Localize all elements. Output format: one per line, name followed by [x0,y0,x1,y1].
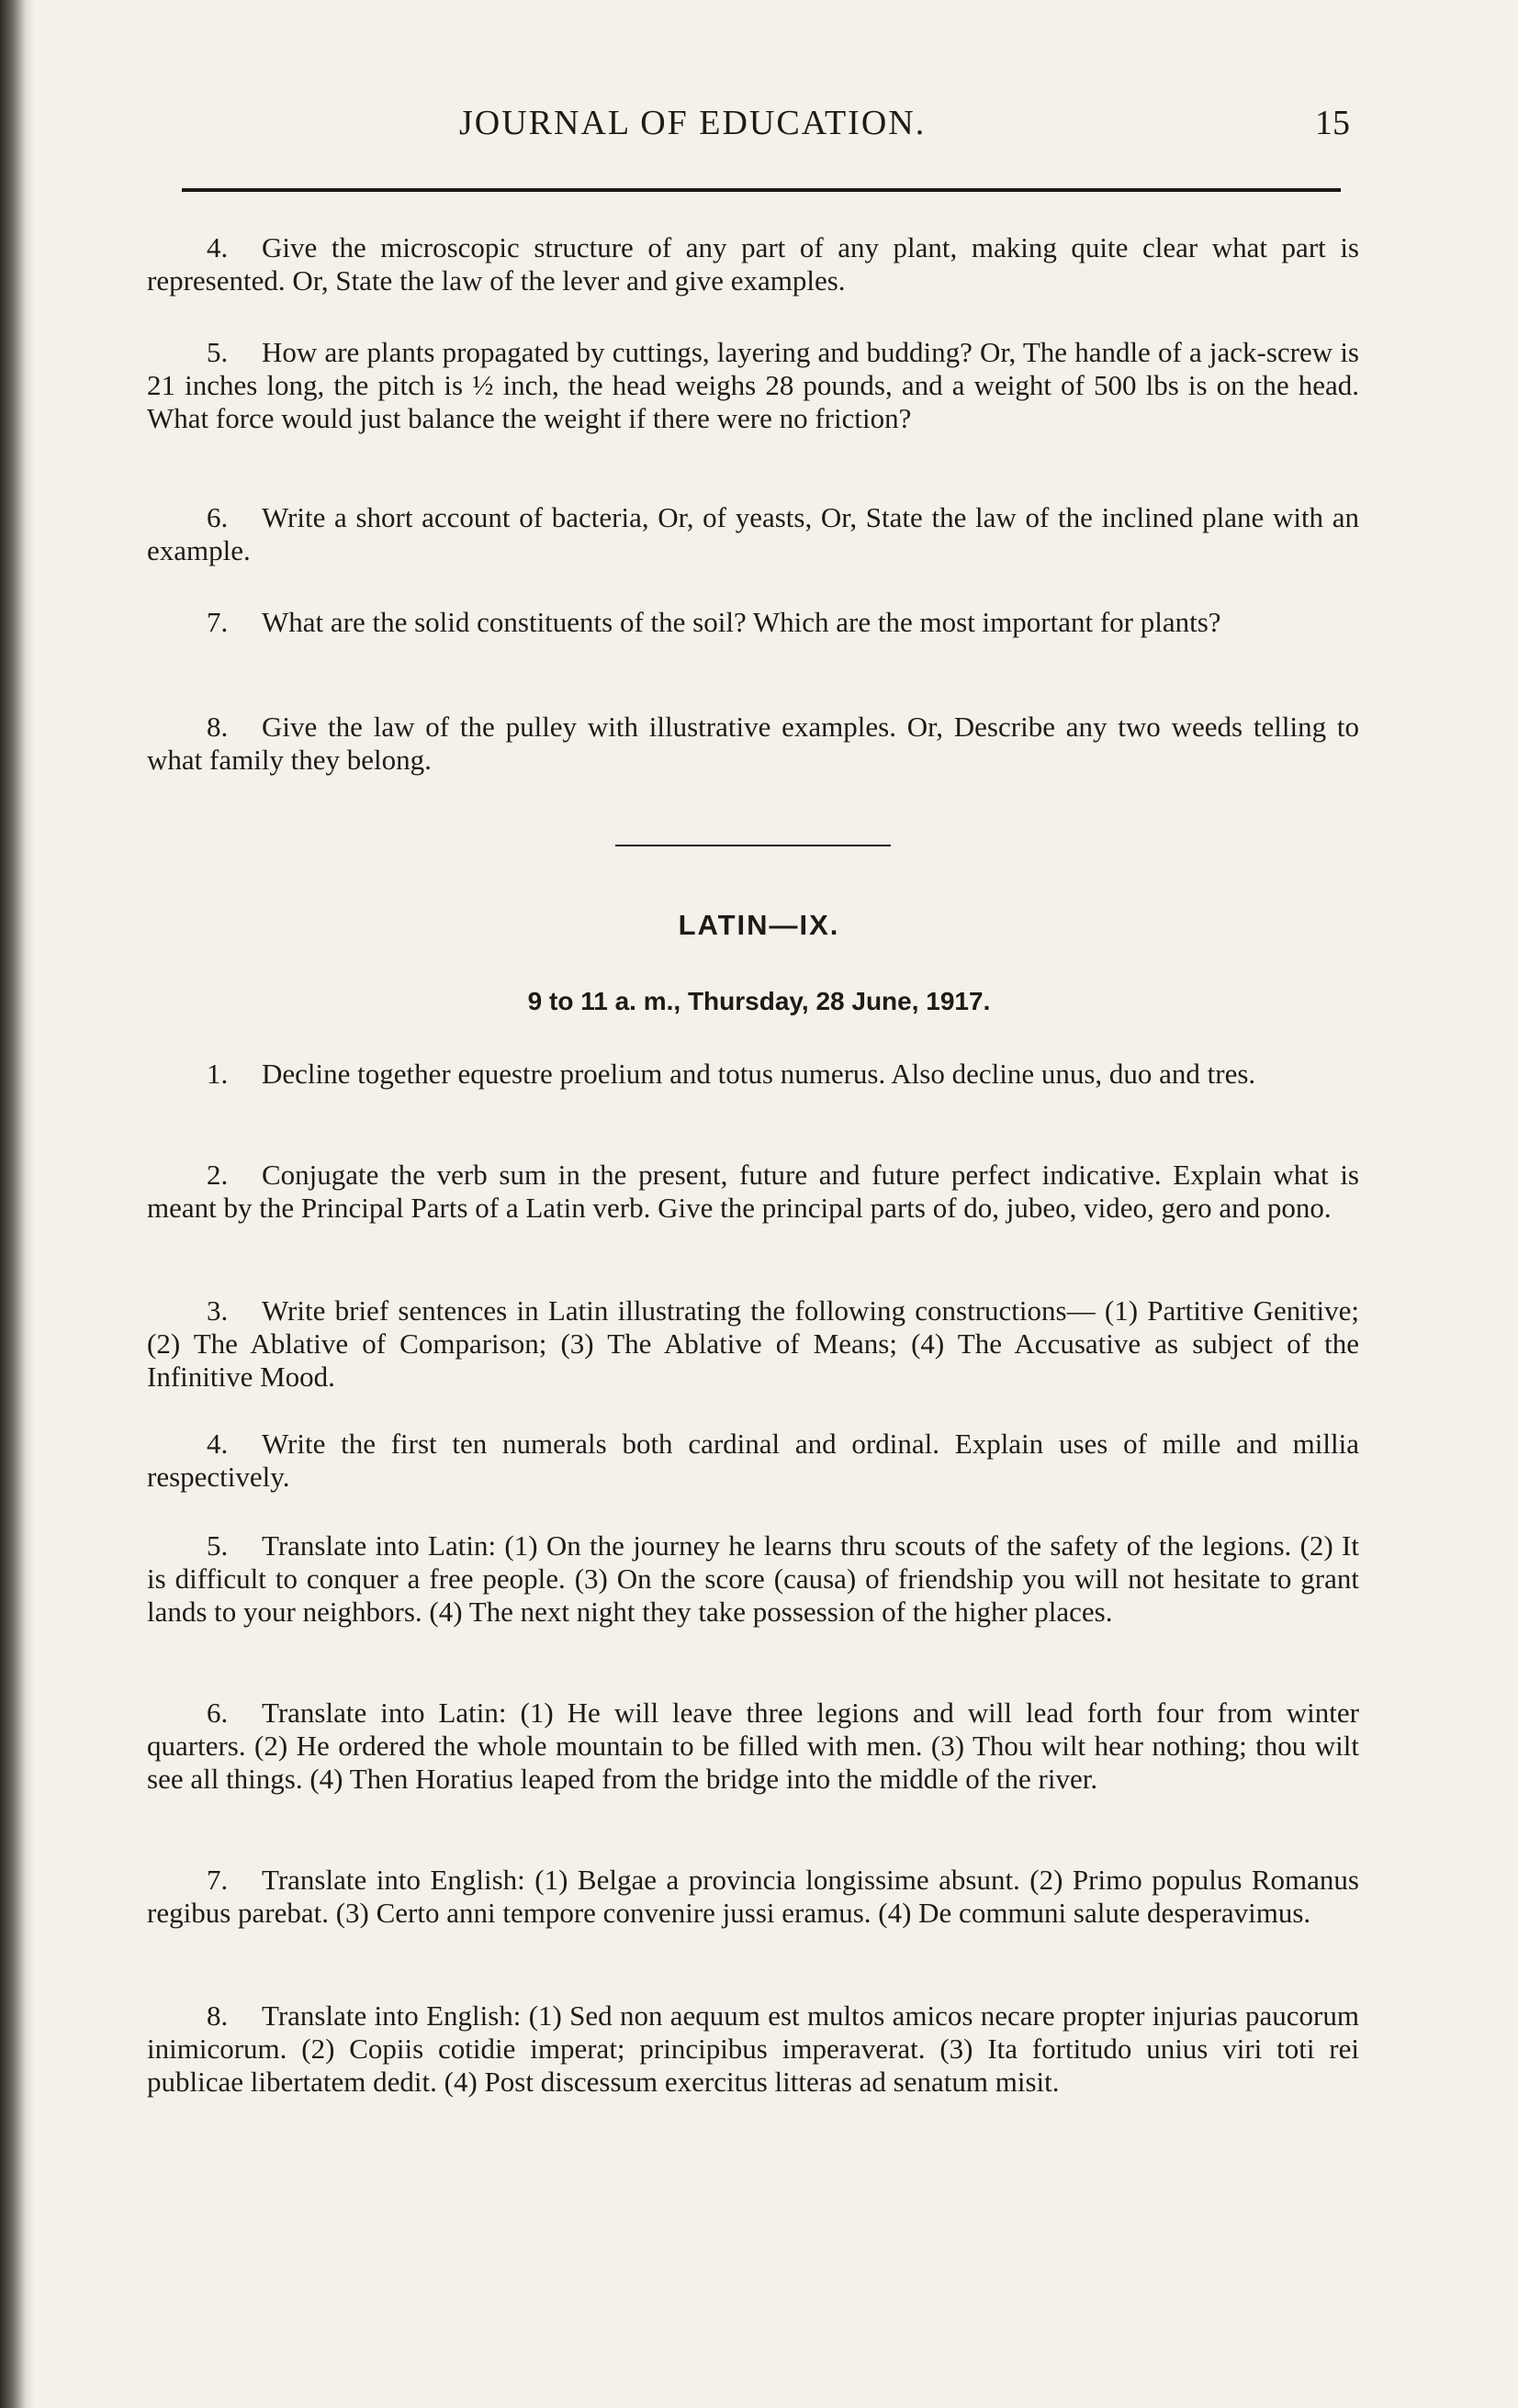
question-text: Decline together equestre proelium and totus numerus. Also decline unus, duo and tres. [262,1058,1256,1090]
question-4 [147,231,1359,297]
question-text: Give the law of the pulley with illustrative examples. Or, Describe any two weeds telling to what family they belong. [147,711,1359,776]
question-text: Conjugate the verb sum in the present, future and future perfect indicative. Explain what is meant by the Principal Parts of a Latin verb. Give the principal parts of do, jubeo, video, gero and pono. [147,1159,1359,1224]
question-text: Translate into Latin: (1) He will leave three legions and will lead forth four from winter quarters. (2) He ordered the whole mountain to be filled with men. (3) Thou wilt hear nothing; thou wilt see all things. (4) Then Horatius leaped from the bridge into the middle of the river. [147,1697,1359,1795]
question-text: How are plants propagated by cuttings, layering and budding? Or, The handle of a jack-screw is 21 inches long, the pitch is ½ inch, the head weighs 28 pounds, and a weight of 500 lbs is on the head. What force would just balance the weight if there were no friction? [147,336,1359,434]
header-rule [182,188,1341,192]
question-6 [147,501,1359,567]
question-number: 4. [207,231,229,263]
question-number: 8. [207,711,229,743]
page-number: 15 [1315,104,1350,142]
latin-question-2 [147,1159,1359,1225]
question-text: Write a short account of bacteria, Or, of yeasts, Or, State the law of the inclined plane with an example. [147,501,1359,566]
page-spine-shadow [0,0,35,2408]
question-number: 7. [207,1864,229,1896]
question-number: 7. [207,606,229,638]
latin-question-1 [147,1058,1359,1091]
question-text: What are the solid constituents of the soil? Which are the most important for plants? [262,606,1221,638]
question-number: 8. [207,1999,229,2032]
question-text: Write brief sentences in Latin illustrating the following constructions— (1) Partitive Genitive; (2) The Ablative of Comparison; (3) The Ablative of Means; (4) The Accusative as subject of the Infinitive Mood. [147,1294,1359,1393]
question-number: 6. [207,1697,229,1729]
question-text: Translate into Latin: (1) On the journey he learns thru scouts of the safety of the legions. (2) It is difficult to conquer a free people. (3) On the score (causa) of friendship you will not hesitate to grant lands to your neighbors. (4) The next night they take possession of the higher places. [147,1529,1359,1628]
latin-question-6 [147,1697,1359,1796]
exam-time: 9 to 11 a. m., Thursday, 28 June, 1917. [527,987,991,1015]
journal-title: JOURNAL OF EDUCATION. [459,104,927,142]
latin-question-7 [147,1864,1359,1930]
page-header [184,103,1368,158]
question-number: 4. [207,1428,229,1460]
question-5 [147,336,1359,435]
question-number: 5. [207,1529,229,1562]
latin-question-8 [147,1999,1359,2099]
latin-question-5 [147,1529,1359,1629]
question-number: 5. [207,336,229,368]
question-number: 2. [207,1159,229,1191]
question-8 [147,711,1359,777]
question-7 [147,606,1359,639]
question-text: Translate into English: (1) Sed non aequum est multos amicos necare propter injurias paucorum inimicorum. (2) Copiis cotidie imperat; principibus imperaverat. (3) Ita fortitudo unius viri toti rei publicae libertatem dedit. (4) Post discessum exercitus litteras ad senatum misit. [147,1999,1359,2098]
question-number: 1. [207,1058,229,1090]
question-text: Write the first ten numerals both cardinal and ordinal. Explain uses of mille and millia respectively. [147,1428,1359,1493]
section-title: LATIN—IX. [678,909,840,941]
latin-question-3 [147,1294,1359,1394]
question-text: Translate into English: (1) Belgae a provincia longissime absunt. (2) Primo populus Romanus regibus parebat. (3) Certo anni tempore convenire jussi eramus. (4) De communi salute desperavimus. [147,1864,1359,1929]
question-text: Give the microscopic structure of any part of any plant, making quite clear what part is represented. Or, State the law of the lever and give examples. [147,231,1359,297]
question-number: 6. [207,501,229,533]
section-divider [615,845,891,846]
question-number: 3. [207,1294,229,1327]
latin-question-4 [147,1428,1359,1494]
